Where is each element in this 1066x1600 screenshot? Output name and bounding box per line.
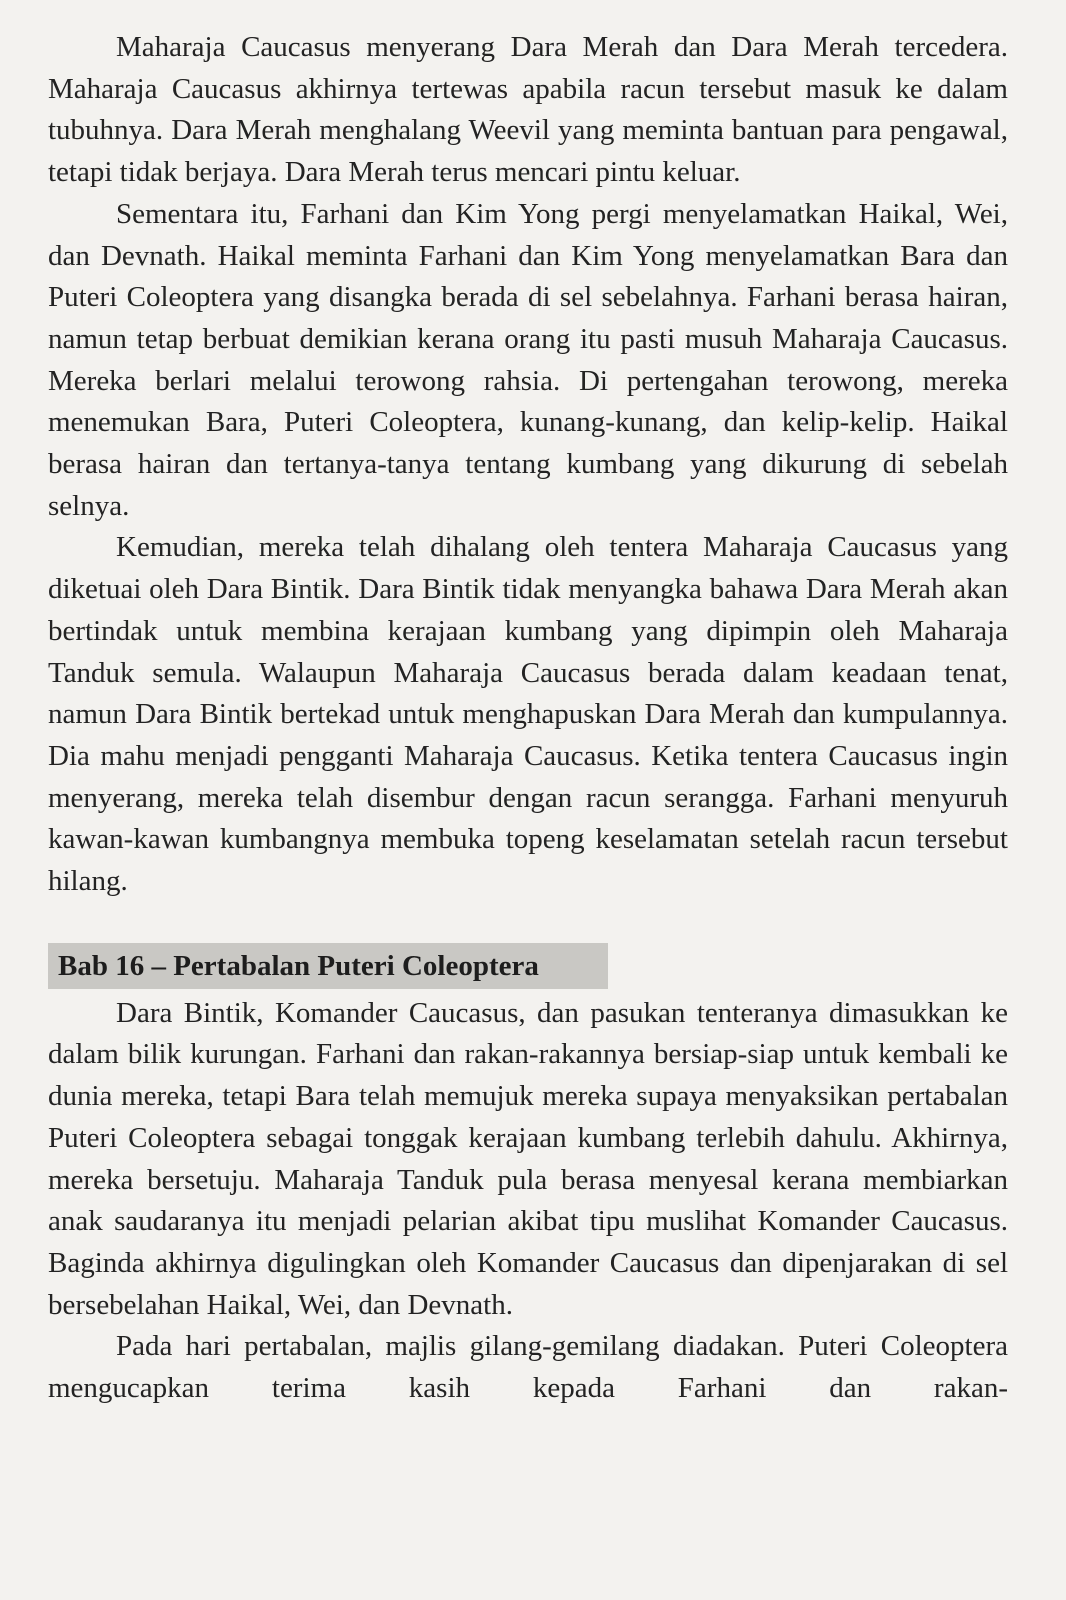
paragraph-4: Dara Bintik, Komander Caucasus, dan pasukan tenteranya dimasukkan ke dalam bilik kurungan. Farhani dan rakan-rakannya bersiap-siap untuk kembali ke dunia mereka, tetapi Bara telah memujuk mereka supaya menyaksikan pertabalan Puteri Coleoptera sebagai tonggak kerajaan kumbang terlebih dahulu. Akhirnya, mereka bersetuju. Maharaja Tanduk pula berasa menyesal kerana membiarkan anak saudaranya itu menjadi pelarian akibat tipu muslihat Komander Caucasus. Baginda akhirnya digulingkan oleh Komander Caucasus dan dipenjarakan di sel bersebelahan Haikal, Wei, dan Devnath. — [48, 996, 1008, 1321]
paragraph-3: Kemudian, mereka telah dihalang oleh tentera Maharaja Caucasus yang diketuai oleh Dara Bintik. Dara Bintik tidak menyangka bahawa Dara Merah akan bertindak untuk membina kerajaan kumbang yang dipimpin oleh Maharaja Tanduk semula. Walaupun Maharaja Caucasus berada dalam keadaan tenat, namun Dara Bintik bertekad untuk menghapuskan Dara Merah dan kumpulannya. Dia mahu menjadi pengganti Maharaja Caucasus. Ketika tentera Caucasus ingin menyerang, mereka telah disembur dengan racun serangga. Farhani menyuruh kawan-kawan kumbangnya membuka topeng keselamatan setelah racun tersebut hilang. — [48, 531, 1008, 898]
paragraph-2: Sementara itu, Farhani dan Kim Yong pergi menyelamatkan Haikal, Wei, dan Devnath. Haikal meminta Farhani dan Kim Yong menyelamatkan Bara dan Puteri Coleoptera yang disangka berada di sel sebelahnya. Farhani berasa hairan, namun tetap berbuat demikian kerana orang itu pasti musuh Maharaja Caucasus. Mereka berlari melalui terowong rahsia. Di pertengahan terowong, mereka menemukan Bara, Puteri Coleoptera, kunang-kunang, dan kelip-kelip. Haikal berasa hairan dan tertanya-tanya tentang kumbang yang dikurung di sebelah selnya. — [48, 197, 1008, 522]
page-body — [48, 27, 1008, 1410]
paragraph-5: Pada hari pertabalan, majlis gilang-gemilang diadakan. Puteri Coleoptera mengucapkan terima kasih kepada Farhani dan rakan- — [48, 1330, 1008, 1405]
chapter-heading: Bab 16 – Pertabalan Puteri Coleoptera — [48, 943, 608, 989]
paragraph-1: Maharaja Caucasus menyerang Dara Merah dan Dara Merah tercedera. Maharaja Caucasus akhirnya tertewas apabila racun tersebut masuk ke dalam tubuhnya. Dara Merah menghalang Weevil yang meminta bantuan para pengawal, tetapi tidak berjaya. Dara Merah terus mencari pintu keluar. — [48, 31, 1008, 189]
